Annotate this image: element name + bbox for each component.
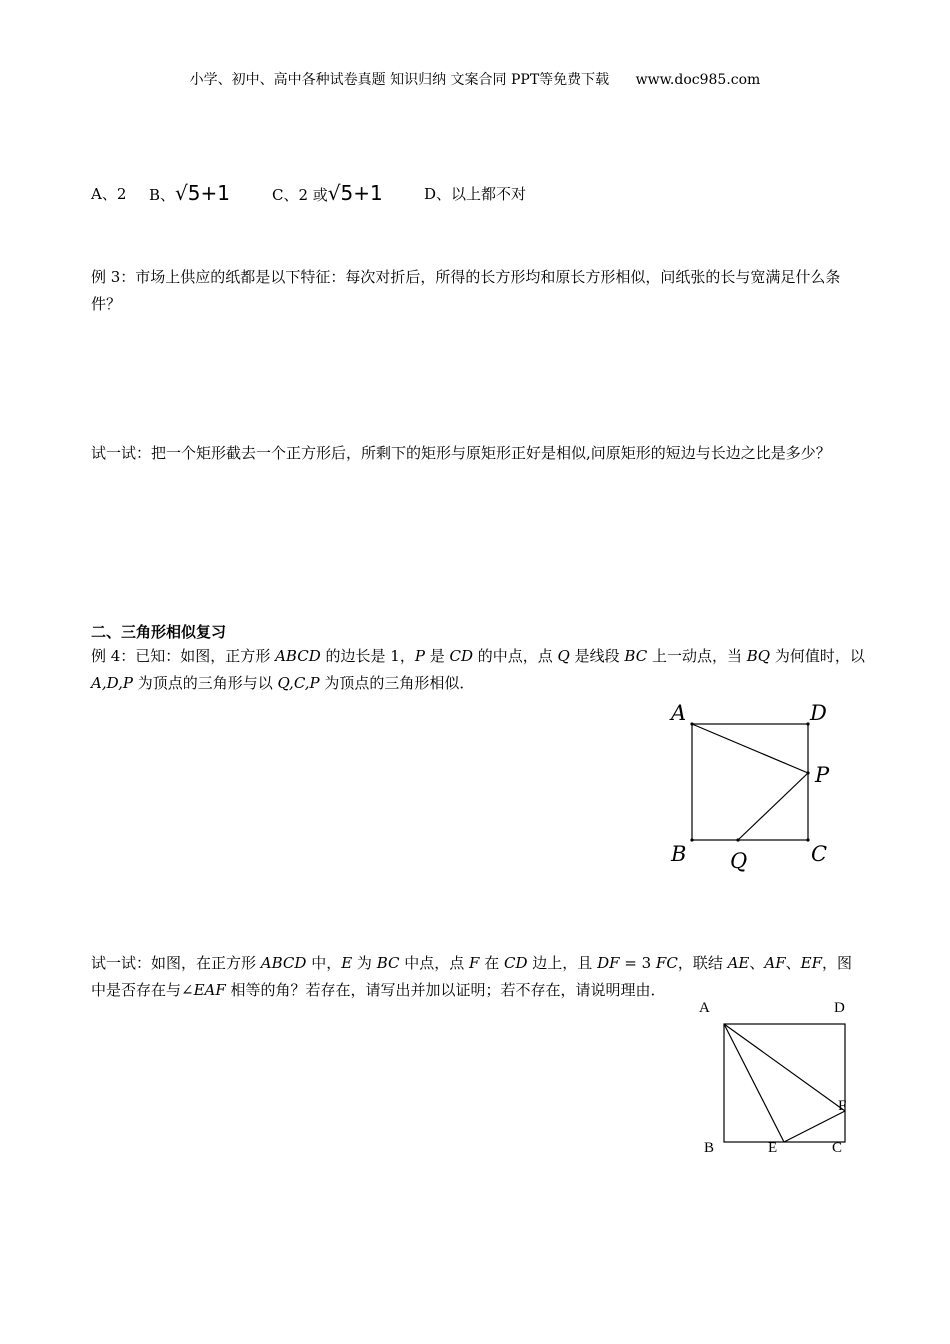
example3-text: 例 3：市场上供应的纸都是以下特征：每次对折后，所得的长方形均和原长方形相似，问纸张的长与宽满足什么条件？ — [91, 268, 841, 313]
option-a: A、2 — [91, 185, 127, 203]
figure2-label-b: B — [704, 1140, 715, 1156]
figure1-points — [690, 722, 809, 841]
try2-text: 试一试：如图，在正方形 ABCD 中，E 为 BC 中点，点 F 在 CD 边上，且 DF = 3 FC，联结 AE、AF、EF，图中是否存在与∠EAF 相等的角？若存在，请写出并加以证明；若不存在，请说明理由． — [91, 954, 853, 999]
figure1-label-d: D — [810, 701, 827, 725]
figure2-label-e: E — [768, 1140, 778, 1156]
option-b-suffix: +1 — [200, 181, 230, 205]
option-d: D、以上都不对 — [424, 185, 527, 203]
figure2-label-c: C — [832, 1140, 843, 1156]
option-c-radicand: 5 — [340, 181, 354, 205]
sqrt-sign: √ — [175, 181, 188, 205]
figure1-point-a — [690, 722, 693, 725]
figure2-label-f: F — [838, 1098, 847, 1114]
figure2-line-af — [724, 1024, 845, 1111]
figure1-point-b — [690, 838, 693, 841]
figure2-line-ae — [724, 1024, 784, 1142]
section2-heading: 二、三角形相似复习 — [91, 623, 227, 641]
figure1-point-p — [806, 771, 809, 774]
option-c-suffix: +1 — [353, 181, 383, 205]
header-site: www.doc985.com — [635, 72, 761, 88]
figure1-label-q: Q — [730, 849, 748, 873]
figure1-line-ap — [692, 724, 808, 773]
figure2-label-a: A — [699, 1000, 710, 1016]
sqrt-sign: √ — [327, 181, 341, 205]
figure2-square — [724, 1024, 845, 1142]
figure1-label-c: C — [811, 842, 828, 866]
figure1-label-a: A — [671, 701, 687, 725]
figure1-square — [692, 724, 808, 840]
option-b-radicand: 5 — [187, 181, 201, 205]
figure1-label-p: P — [815, 763, 830, 787]
figure1-square-apq — [692, 724, 808, 840]
figure2-line-ef — [784, 1111, 845, 1142]
figure1-point-c — [806, 838, 809, 841]
try1-text: 试一试：把一个矩形截去一个正方形后，所剩下的矩形与原矩形正好是相似,问原矩形的短边与长边之比是多少？ — [91, 444, 831, 462]
figure1-label-b: B — [671, 842, 687, 866]
figure2-label-d: D — [834, 1000, 845, 1016]
example4-text: 例 4：已知：如图，正方形 ABCD 的边长是 1，P 是 CD 的中点，点 Q 是线段 BC 上一动点，当 BQ 为何值时，以 A,D,P 为顶点的三角形与以 Q,C,P 为顶点的三角形相似． — [91, 647, 865, 692]
figure1-line-pq — [738, 773, 808, 840]
option-c-prefix: C、2 或 — [272, 186, 328, 204]
figure2-square-aef — [724, 1024, 845, 1142]
option-b-prefix: B、 — [149, 186, 176, 204]
figure1-point-q — [736, 838, 739, 841]
header-text: 小学、初中、高中各种试卷真题 知识归纳 文案合同 PPT等免费下载 — [189, 72, 610, 88]
